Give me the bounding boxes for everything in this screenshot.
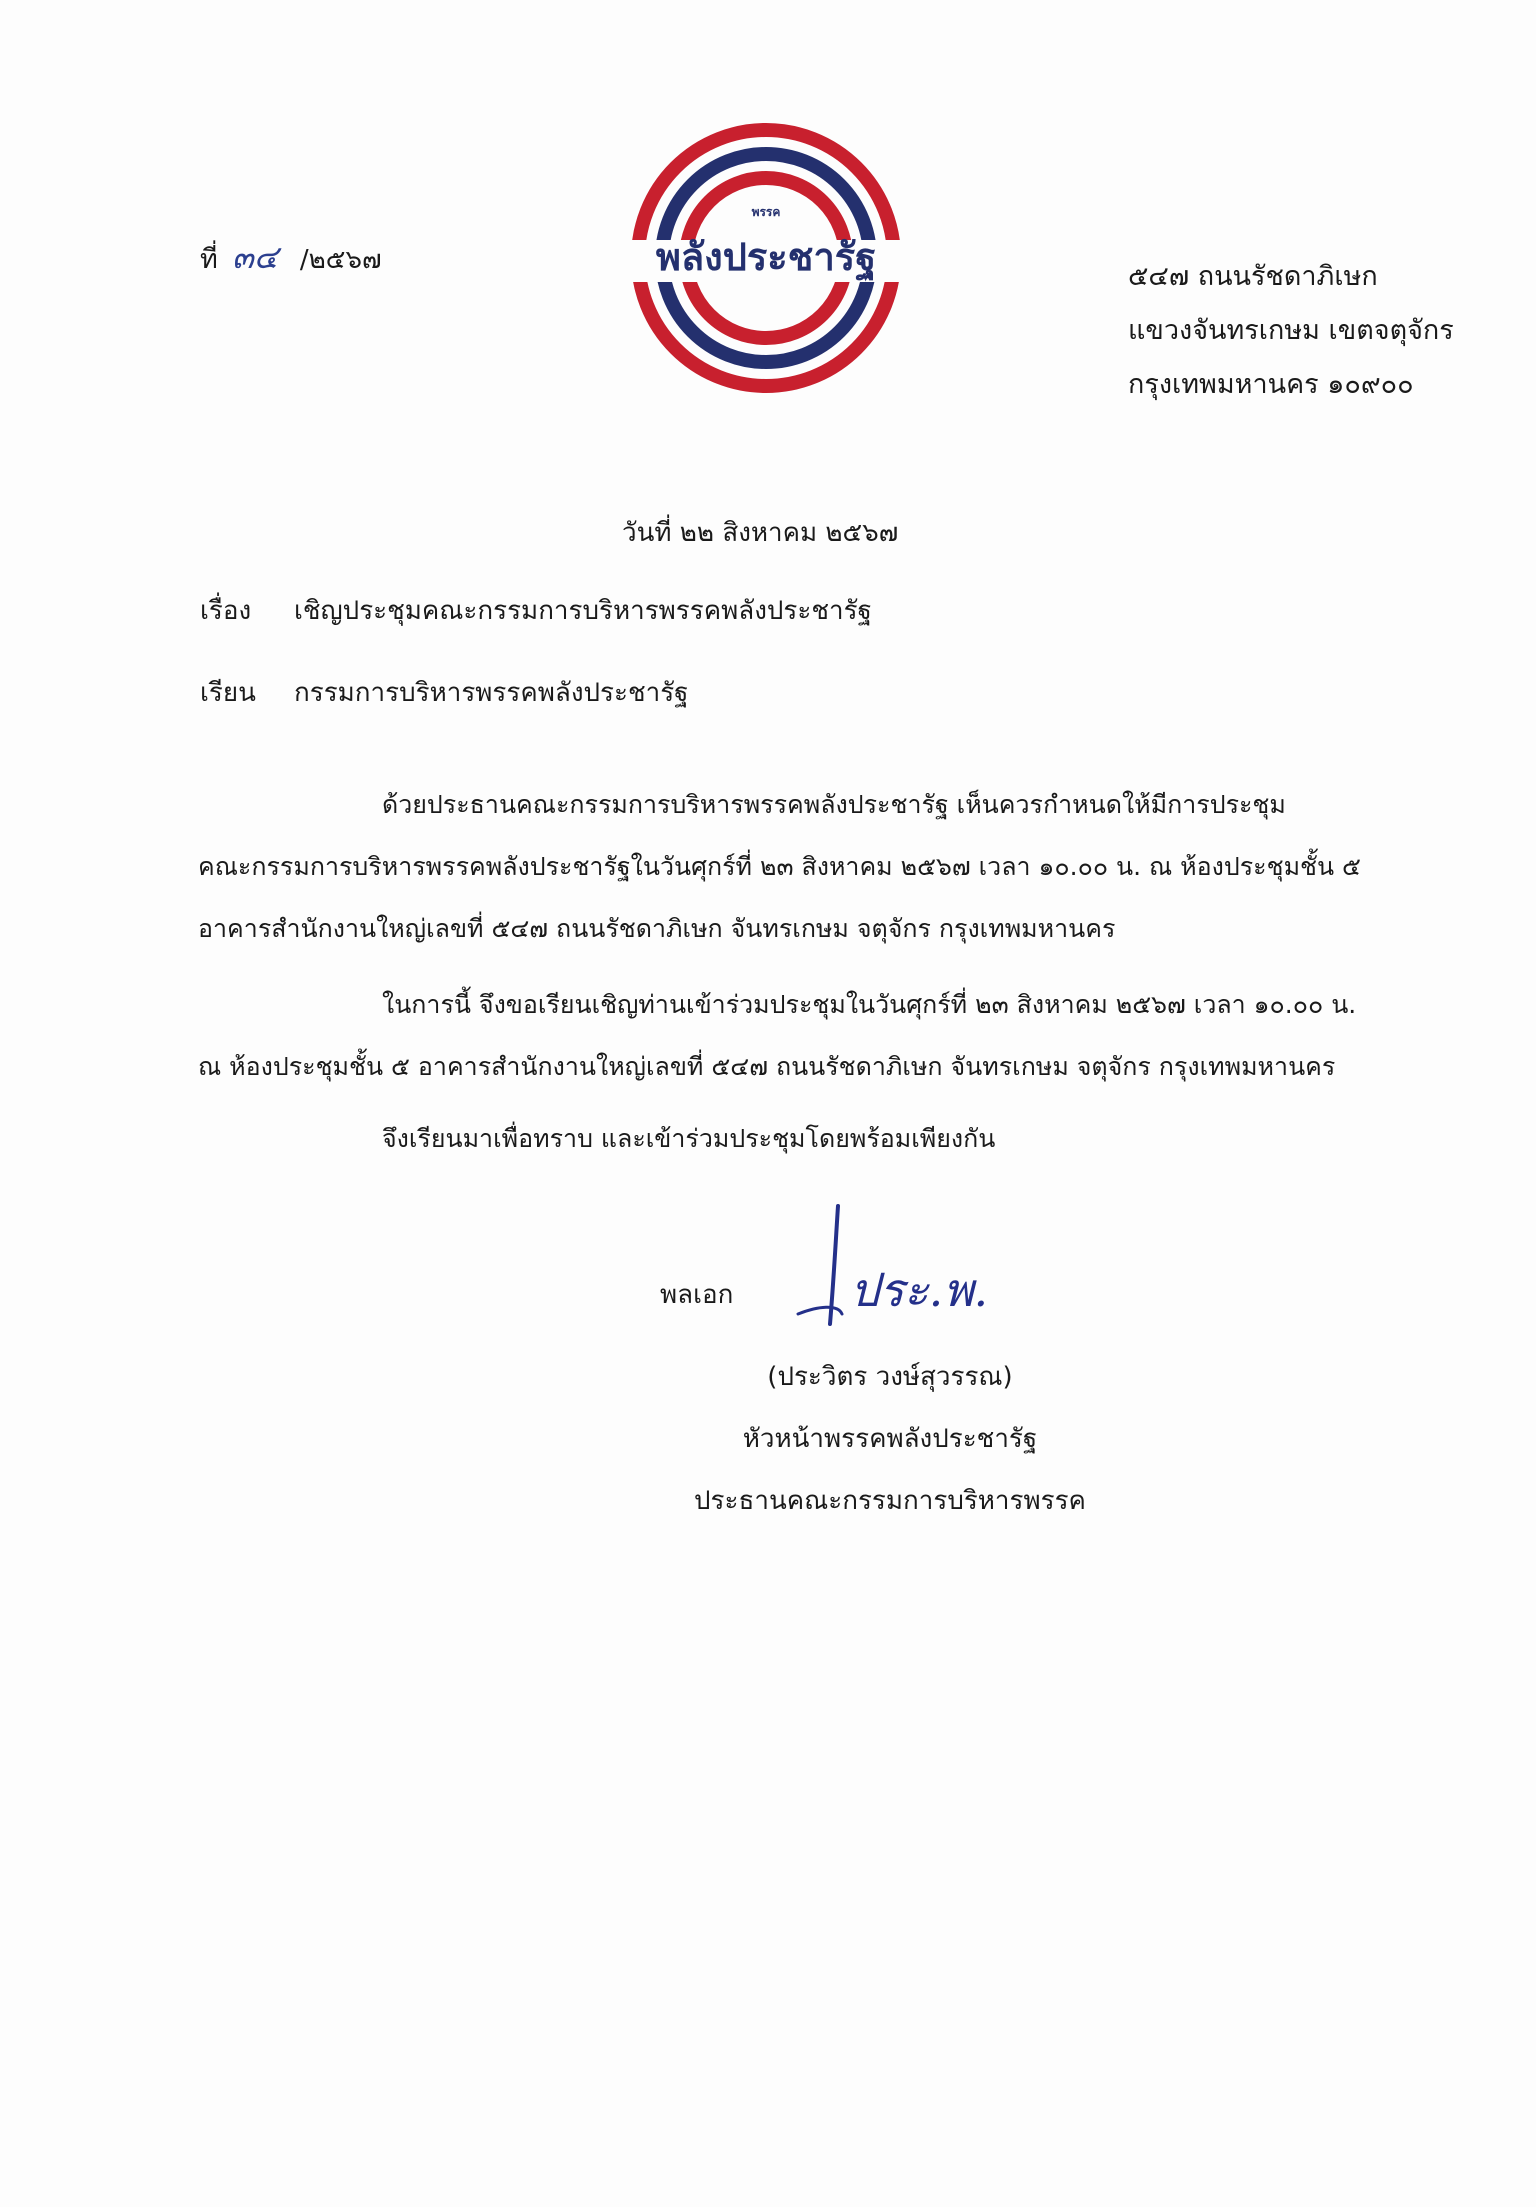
party-logo-icon	[628, 120, 904, 396]
subject-text: เชิญประชุมคณะกรรมการบริหารพรรคพลังประชารัฐ	[294, 596, 872, 626]
signature-text: ประ.พ.	[850, 1263, 988, 1317]
ref-year: /๒๕๖๗	[299, 245, 382, 275]
recipient-row	[200, 672, 689, 713]
paragraph-line: จึงเรียนมาเพื่อทราบ และเข้าร่วมประชุมโดยพร้อมเพียงกัน	[382, 1124, 996, 1153]
signature-icon	[778, 1196, 988, 1336]
address-line: กรุงเทพมหานคร ๑๐๙๐๐	[1128, 369, 1414, 400]
recipient-label: เรียน	[200, 678, 256, 708]
logo-main-text: พลังประชารัฐ	[655, 235, 877, 279]
body-paragraph-3	[198, 1108, 1398, 1170]
body-paragraph-1	[198, 774, 1398, 960]
handwritten-signature	[778, 1196, 988, 1336]
address-line: แขวงจันทรเกษม เขตจตุจักร	[1128, 315, 1454, 346]
recipient-text: กรรมการบริหารพรรคพลังประชารัฐ	[294, 678, 689, 708]
ref-prefix: ที่	[200, 244, 218, 275]
party-logo	[628, 120, 904, 396]
subject-label: เรื่อง	[200, 596, 252, 626]
paragraph-line: ณ ห้องประชุมชั้น ๕ อาคารสำนักงานใหญ่เลขที่ ๕๔๗ ถนนรัชดาภิเษก จันทรเกษม จตุจักร กรุงเทพมหานคร	[198, 1052, 1336, 1081]
paragraph-line: ด้วยประธานคณะกรรมการบริหารพรรคพลังประชารัฐ เห็นควรกำหนดให้มีการประชุม	[382, 790, 1286, 819]
ref-number-handwritten: ๓๔	[231, 238, 278, 276]
signer-title-1: หัวหน้าพรรคพลังประชารัฐ	[742, 1424, 1038, 1454]
subject-row	[200, 590, 872, 631]
reference-number	[200, 232, 382, 283]
paragraph-line: ในการนี้ จึงขอเรียนเชิญท่านเข้าร่วมประชุมในวันศุกร์ที่ ๒๓ สิงหาคม ๒๕๖๗ เวลา ๑๐.๐๐ น.	[382, 990, 1357, 1019]
document-date: วันที่ ๒๒ สิงหาคม ๒๕๖๗	[622, 518, 899, 548]
paragraph-line: คณะกรรมการบริหารพรรคพลังประชารัฐในวันศุกร์ที่ ๒๓ สิงหาคม ๒๕๖๗ เวลา ๑๐.๐๐ น. ณ ห้องประชุมชั้น ๕	[198, 852, 1361, 881]
address-line: ๕๔๗ ถนนรัชดาภิเษก	[1128, 261, 1378, 292]
signer-title-2: ประธานคณะกรรมการบริหารพรรค	[694, 1486, 1086, 1516]
body-paragraph-2	[198, 974, 1398, 1098]
sender-address	[1128, 250, 1454, 412]
signer-name: (ประวิตร วงษ์สุวรรณ)	[767, 1362, 1013, 1392]
paragraph-line: อาคารสำนักงานใหญ่เลขที่ ๕๔๗ ถนนรัชดาภิเษก จันทรเกษม จตุจักร กรุงเทพมหานคร	[198, 914, 1116, 943]
logo-top-text: พรรค	[751, 205, 781, 219]
signer-rank: พลเอก	[660, 1280, 734, 1310]
